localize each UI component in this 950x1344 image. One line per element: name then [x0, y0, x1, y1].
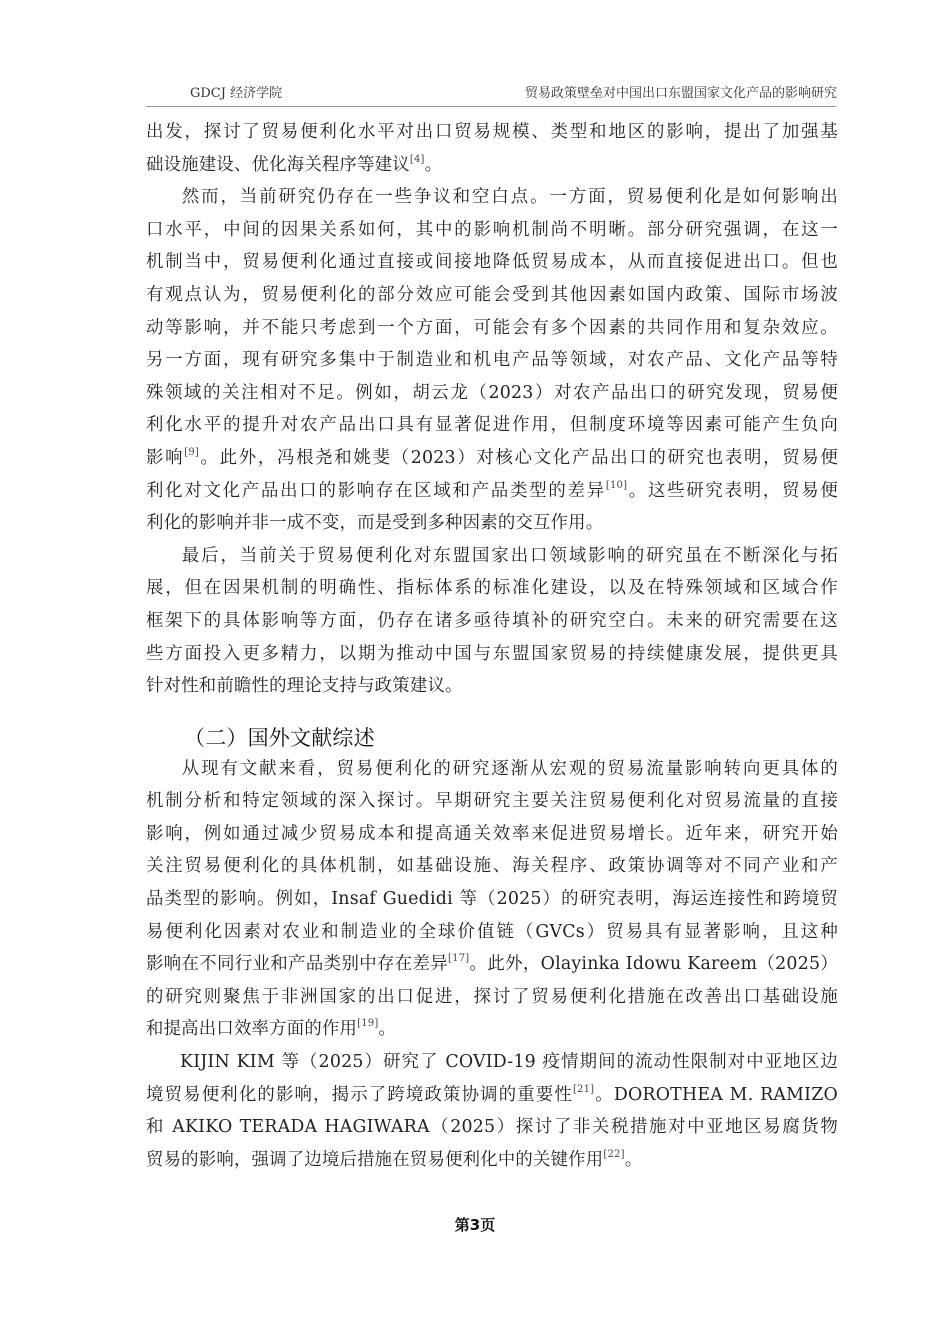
citation: [22]: [603, 1148, 625, 1160]
text-line: 另一方面，现有研究多集中于制造业和机电产品等领域，对农产品、文化产品等特: [146, 350, 838, 371]
citation: [19]: [357, 1018, 379, 1030]
text-span: 利化对文化产品出口的影响存在区域和产品类型的差异: [146, 480, 606, 501]
text-line: 的研究则聚焦于非洲国家的出口促进，探讨了贸易便利化措施在改善出口基础设施: [146, 986, 838, 1007]
text-span: 础设施建设、优化海关程序等建议: [146, 154, 410, 175]
text-line: [146, 1079, 838, 1112]
text-line: [146, 1144, 838, 1177]
header-institution: GDCJ 经济学院: [190, 86, 283, 101]
text-line: [146, 753, 838, 786]
text-span: KIJIN KIM 等（2025）研究了 COVID-19 疫情期间的流动性限制对中亚地区边: [180, 1052, 838, 1073]
text-span: 然而，当前研究仍存在一些争议和空白点。一方面，贸易便利化是如何影响出: [180, 187, 838, 208]
text-line: 动等影响，并不能只考虑到一个方面，可能会有多个因素的共同作用和复杂效应。: [146, 317, 838, 338]
text-line: 出发，探讨了贸易便利化水平对出口贸易规模、类型和地区的影响，提出了加强基: [146, 122, 838, 142]
text-line: 有观点认为，贸易便利化的部分效应可能会受到其他因素如国内政策、国际市场波: [146, 284, 838, 305]
text-line: 易便利化因素对农业和制造业的全球价值链（GVCs）贸易具有显著影响，且这种: [146, 921, 838, 942]
text-line: 针对性和前瞻性的理论支持与政策建议。: [146, 676, 463, 697]
text-span: 影响在不同行业和产品类别中存在差异: [146, 954, 449, 975]
text-line: 展，但在因果机制的明确性、指标体系的标准化建设，以及在特殊领域和区域合作: [146, 578, 838, 599]
text-span: 影响: [146, 447, 185, 468]
citation: [21]: [572, 1083, 595, 1095]
text-line: 和 AKIKO TERADA HAGIWARA（2025）探讨了非关税措施对中亚地区易腐货物: [146, 1117, 838, 1138]
text-line: [146, 1046, 838, 1079]
text-line: 口水平，中间的因果关系如何，其中的影响机制尚不明晰。部分研究强调，在这一: [146, 219, 838, 240]
text-line: [146, 1013, 838, 1046]
text-span: 贸易的影响，强调了边境后措施在贸易便利化中的关键作用: [146, 1149, 604, 1170]
header-thesis-title: 贸易政策壁垒对中国出口东盟国家文化产品的影响研究: [524, 86, 837, 101]
header-divider: [146, 106, 836, 107]
section-heading: （二）国外文献综述: [184, 725, 375, 750]
text-line: [146, 149, 838, 182]
text-line: [146, 181, 838, 214]
text-span: 。这些研究表明，贸易便: [627, 480, 838, 501]
text-span: 。DOROTHEA M. RAMIZO: [594, 1084, 838, 1105]
text-line: [146, 540, 838, 573]
text-span: 境贸易便利化的影响，揭示了跨境政策协调的重要性: [146, 1084, 573, 1105]
citation: [17]: [448, 953, 470, 965]
text-line: 机制当中，贸易便利化通过直接或间接地降低贸易成本，从而直接促进出口。但也: [146, 252, 838, 273]
text-line: 关注贸易便利化的具体机制，如基础设施、海关程序、政策协调等对不同产业和产: [146, 856, 838, 877]
text-line: [146, 442, 838, 475]
text-line: 利化的影响并非一成不变，而是受到多种因素的交互作用。: [146, 513, 604, 534]
text-line: [146, 475, 838, 508]
text-line: 影响，例如通过减少贸易成本和提高通关效率来促进贸易增长。近年来，研究开始: [146, 823, 838, 844]
text-span: 。此外，Olayinka Idowu Kareem（2025）: [469, 954, 838, 975]
paragraph-3: [146, 540, 838, 703]
text-line: 利化水平的提升对农产品出口具有显著促进作用，但制度环境等因素可能产生负向: [146, 415, 838, 436]
text-line: 殊领域的关注相对不足。例如，胡云龙（2023）对农产品出口的研究发现，贸易便: [146, 382, 838, 403]
citation: [4]: [409, 153, 425, 165]
text-span: 。: [378, 1019, 397, 1040]
page-number: 第3页: [454, 1216, 496, 1234]
text-line: 些方面投入更多精力，以期为推动中国与东盟国家贸易的持续健康发展，提供更具: [146, 643, 838, 664]
text-line: [146, 948, 838, 981]
paragraph-2: [146, 181, 838, 540]
paragraph-5: [146, 1046, 838, 1176]
body-text: [146, 116, 838, 1176]
text-line: 框架下的具体影响等方面，仍存在诸多亟待填补的研究空白。未来的研究需要在这: [146, 610, 838, 631]
page-header: [190, 82, 837, 106]
paragraph-4: [146, 753, 838, 1046]
text-line: 机制分析和特定领域的深入探讨。早期研究主要关注贸易便利化对贸易流量的直接: [146, 791, 838, 812]
paragraph-1: [146, 116, 838, 181]
text-span: 。: [424, 154, 443, 175]
text-span: 最后，当前关于贸易便利化对东盟国家出口领域影响的研究虽在不断深化与拓: [180, 545, 838, 566]
text-span: 。: [624, 1149, 643, 1170]
citation: [10]: [605, 479, 628, 491]
text-span: 和提高出口效率方面的作用: [146, 1019, 358, 1040]
citation: [9]: [184, 446, 199, 458]
text-span: 。此外，冯根尧和姚斐（2023）对核心文化产品出口的研究也表明，贸易便: [199, 447, 839, 468]
text-line: 品类型的影响。例如，Insaf Guedidi 等（2025）的研究表明，海运连接性和跨境贸: [146, 889, 838, 910]
text-span: 从现有文献来看，贸易便利化的研究逐渐从宏观的贸易流量影响转向更具体的: [180, 758, 838, 779]
